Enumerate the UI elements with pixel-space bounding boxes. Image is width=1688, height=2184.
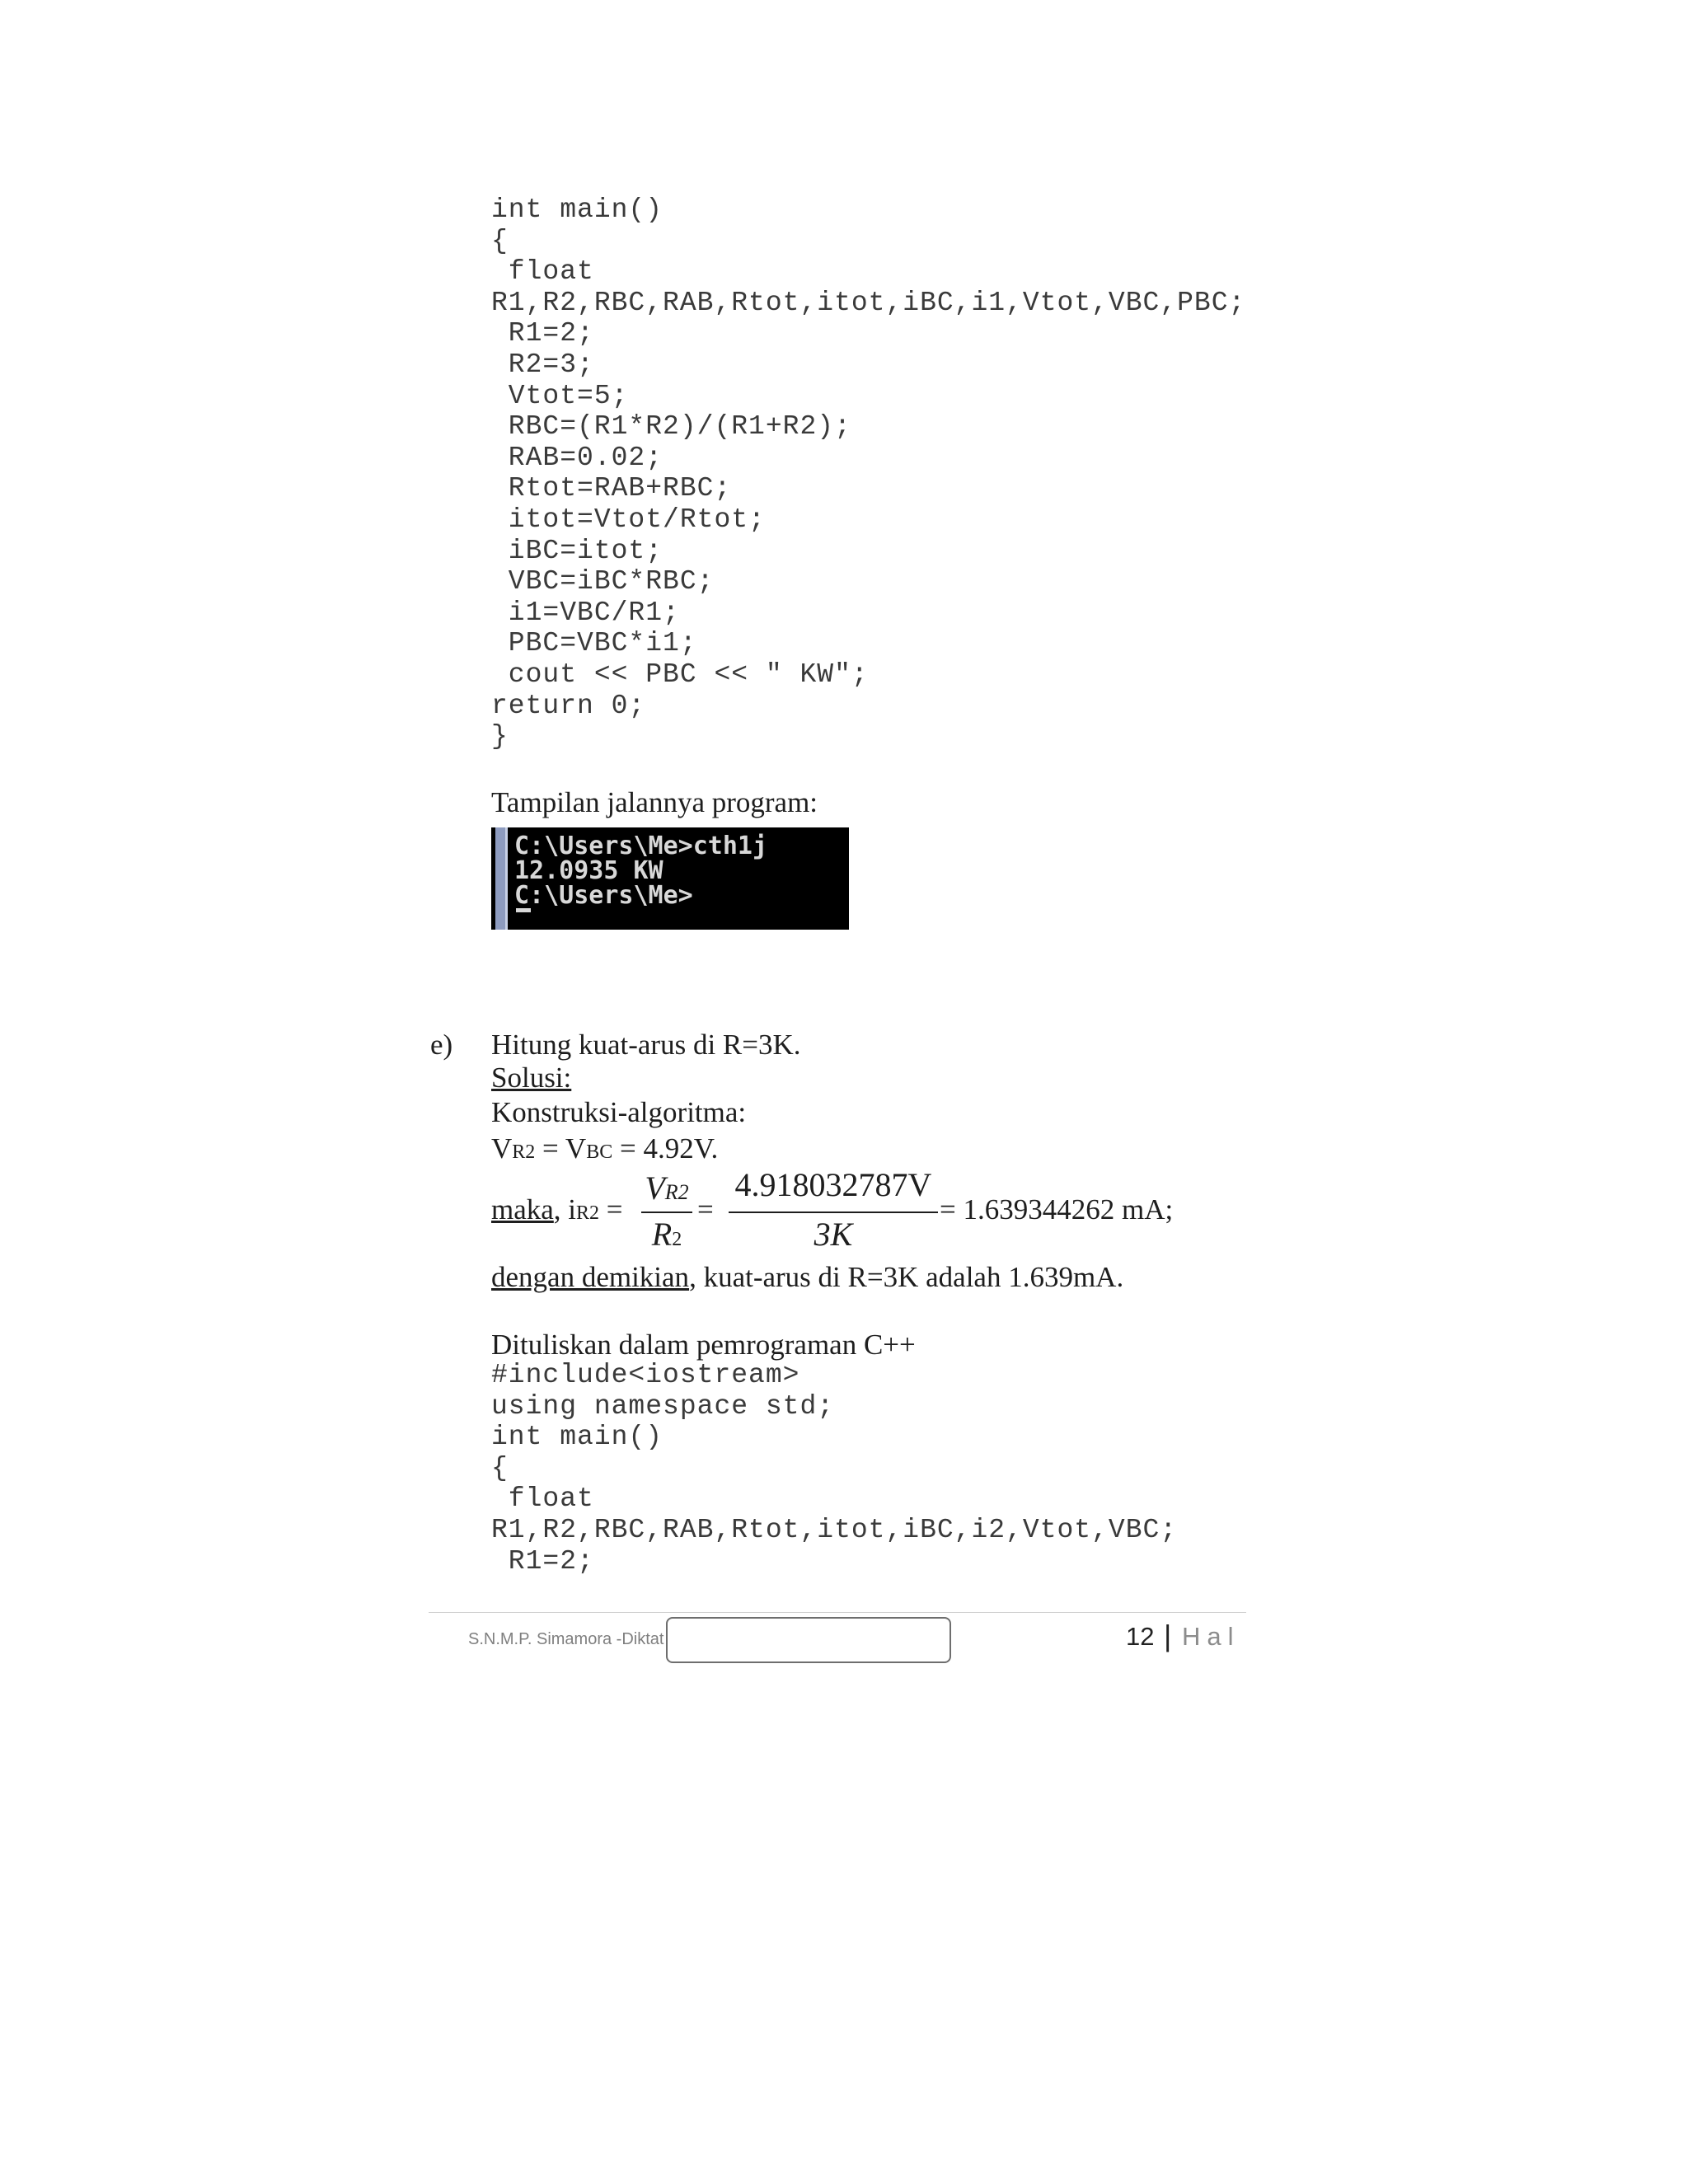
fraction1-numerator: VR2 [645, 1169, 689, 1207]
konstruksi-label: Konstruksi-algoritma: [491, 1096, 747, 1128]
code-listing-top [491, 194, 1245, 752]
code-line: Rtot=RAB+RBC; [491, 473, 732, 504]
code-line: float [491, 1483, 594, 1515]
code-line: RBC=(R1*R2)/(R1+R2); [491, 411, 851, 443]
fraction2-denominator: 3K [814, 1216, 853, 1253]
footer-author: S.N.M.P. Simamora -Diktat [468, 1630, 664, 1648]
code-line: cout << PBC << " KW"; [491, 658, 869, 690]
fraction2-bar [729, 1212, 938, 1213]
code-line: } [491, 721, 509, 752]
terminal-border [505, 827, 508, 930]
footer-separator: | [1164, 1619, 1172, 1652]
code-line: i1=VBC/R1; [491, 597, 680, 628]
terminal-scrollbar [495, 827, 505, 930]
code-line: R1=2; [491, 1545, 594, 1577]
voltage-equation: VR2 = VBC = 4.92V. [491, 1132, 719, 1165]
code-line: itot=Vtot/Rtot; [491, 504, 766, 535]
fraction1-bar [641, 1212, 692, 1213]
code-line: iBC=itot; [491, 535, 663, 566]
code-line: using namespace std; [491, 1390, 835, 1422]
code-listing-bottom [491, 1360, 1177, 1577]
code-line: return 0; [491, 690, 646, 721]
solusi-label: Solusi: [491, 1062, 572, 1094]
code-line: R1=2; [491, 318, 594, 349]
footer-hal-label: Hal [1182, 1622, 1240, 1651]
code-line: RAB=0.02; [491, 442, 663, 473]
code-line: float [491, 256, 594, 288]
code-line: { [491, 1452, 509, 1483]
terminal-line: C:\Users\Me>cth1j [514, 832, 768, 860]
fraction1-denominator: R2 [651, 1216, 682, 1253]
terminal-prompt-line [514, 883, 767, 912]
terminal-prompt: C:\Users\Me> [514, 881, 693, 910]
section-title: Hitung kuat-arus di R=3K. [491, 1029, 801, 1061]
code-line: #include<iostream> [491, 1360, 800, 1390]
code-line: PBC=VBC*i1; [491, 628, 697, 659]
terminal-line: 12.0935 KW [514, 856, 663, 885]
conclusion: dengan demikian, kuat-arus di R=3K adalah 1.639mA. [491, 1261, 1124, 1293]
cpp-heading: Dituliskan dalam pemrograman C++ [491, 1329, 916, 1361]
code-line: Vtot=5; [491, 380, 629, 411]
output-heading: Tampilan jalannya program: [491, 786, 818, 818]
current-formula-lhs: maka, iR2 = [491, 1193, 623, 1226]
equals-sign: = [697, 1193, 714, 1226]
footer-text-box[interactable] [666, 1617, 951, 1663]
current-result: = 1.639344262 mA; [940, 1193, 1174, 1226]
page-number: 12 [1126, 1622, 1155, 1651]
code-line: int main() [491, 1422, 663, 1453]
code-line: int main() [491, 194, 663, 225]
footer-divider [429, 1612, 1246, 1613]
code-line: R1,R2,RBC,RAB,Rtot,itot,iBC,i2,Vtot,VBC; [491, 1514, 1178, 1545]
terminal-text [514, 834, 767, 912]
code-line: VBC=iBC*RBC; [491, 566, 715, 598]
code-line: R1,R2,RBC,RAB,Rtot,itot,iBC,i1,Vtot,VBC,PBC; [491, 287, 1246, 318]
terminal-output [491, 827, 849, 930]
code-line: R2=3; [491, 349, 594, 380]
fraction2-numerator: 4.918032787V [734, 1166, 932, 1203]
section-marker: e) [430, 1029, 453, 1061]
code-line: { [491, 225, 509, 256]
